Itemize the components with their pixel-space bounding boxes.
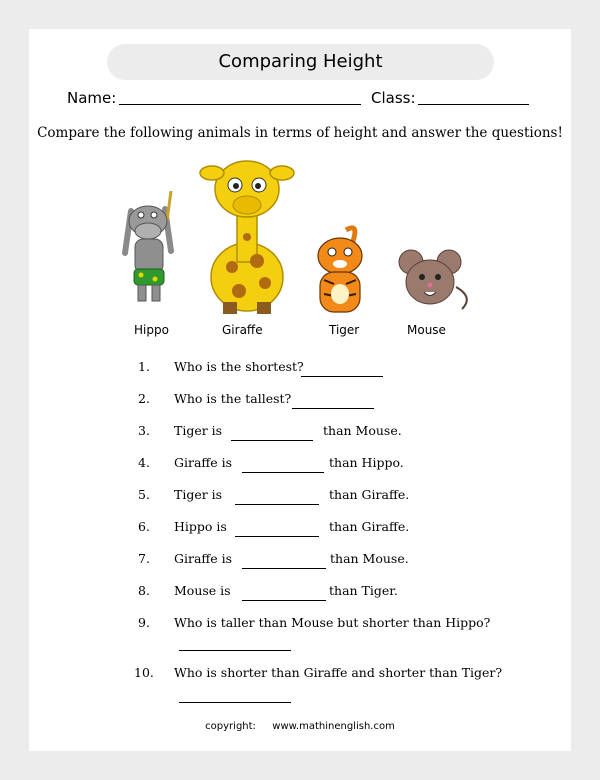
question-number: 1.	[138, 359, 150, 374]
animal-label-mouse: Mouse	[407, 323, 446, 337]
animal-label-tiger: Tiger	[329, 323, 360, 337]
answer-blank[interactable]	[179, 701, 291, 703]
question-text: Hippo is	[174, 519, 227, 534]
question-number: 5.	[138, 487, 150, 502]
copyright-label: copyright:	[205, 721, 256, 732]
answer-blank[interactable]	[231, 439, 313, 441]
animal-label-hippo: Hippo	[134, 323, 169, 337]
question-text: Mouse is	[174, 583, 231, 598]
question-text-end: than Mouse.	[323, 423, 402, 438]
question-number: 7.	[138, 551, 150, 566]
question-text: Who is the tallest?	[174, 391, 292, 406]
question-number: 2.	[138, 391, 150, 406]
question-number: 6.	[138, 519, 150, 534]
copyright-url[interactable]: www.mathinenglish.com	[272, 721, 395, 732]
question-text-end: than Giraffe.	[329, 487, 410, 502]
question-number: 9.	[138, 615, 150, 630]
question-text: Giraffe is	[174, 551, 233, 566]
answer-blank[interactable]	[242, 567, 326, 569]
instructions: Compare the following animals in terms of height and answer the questions!	[37, 125, 563, 141]
giraffe-illustration	[197, 157, 297, 317]
mouse-illustration	[396, 247, 476, 317]
question-text-end: than Mouse.	[330, 551, 409, 566]
question-text-end: than Tiger.	[329, 583, 398, 598]
worksheet-title: Comparing Height	[107, 44, 494, 80]
animal-illustrations	[29, 149, 571, 349]
question-text-end: than Giraffe.	[329, 519, 410, 534]
answer-blank[interactable]	[179, 649, 291, 651]
name-answer-line[interactable]	[119, 104, 361, 105]
answer-blank[interactable]	[235, 535, 319, 537]
class-label: Class:	[371, 89, 416, 107]
footer	[29, 721, 571, 732]
question-text: Tiger is	[174, 423, 223, 438]
question-text: Giraffe is	[174, 455, 233, 470]
question-text-end: than Hippo.	[329, 455, 404, 470]
tiger-illustration	[312, 222, 368, 322]
answer-blank[interactable]	[301, 375, 383, 377]
question-text: Who is taller than Mouse but shorter than Hippo?	[174, 615, 491, 630]
question-text: Tiger is	[174, 487, 223, 502]
answer-blank[interactable]	[235, 503, 319, 505]
animal-label-giraffe: Giraffe	[222, 323, 263, 337]
answer-blank[interactable]	[292, 407, 374, 409]
question-text: Who is the shortest?	[174, 359, 304, 374]
answer-blank[interactable]	[242, 599, 326, 601]
question-text: Who is shorter than Giraffe and shorter than Tiger?	[174, 665, 503, 680]
worksheet-page	[29, 29, 571, 751]
question-number: 4.	[138, 455, 150, 470]
class-answer-line[interactable]	[418, 104, 529, 105]
question-number: 10.	[134, 665, 154, 680]
question-number: 3.	[138, 423, 150, 438]
name-label: Name:	[67, 89, 117, 107]
question-number: 8.	[138, 583, 150, 598]
hippo-illustration	[119, 191, 179, 311]
answer-blank[interactable]	[242, 471, 324, 473]
